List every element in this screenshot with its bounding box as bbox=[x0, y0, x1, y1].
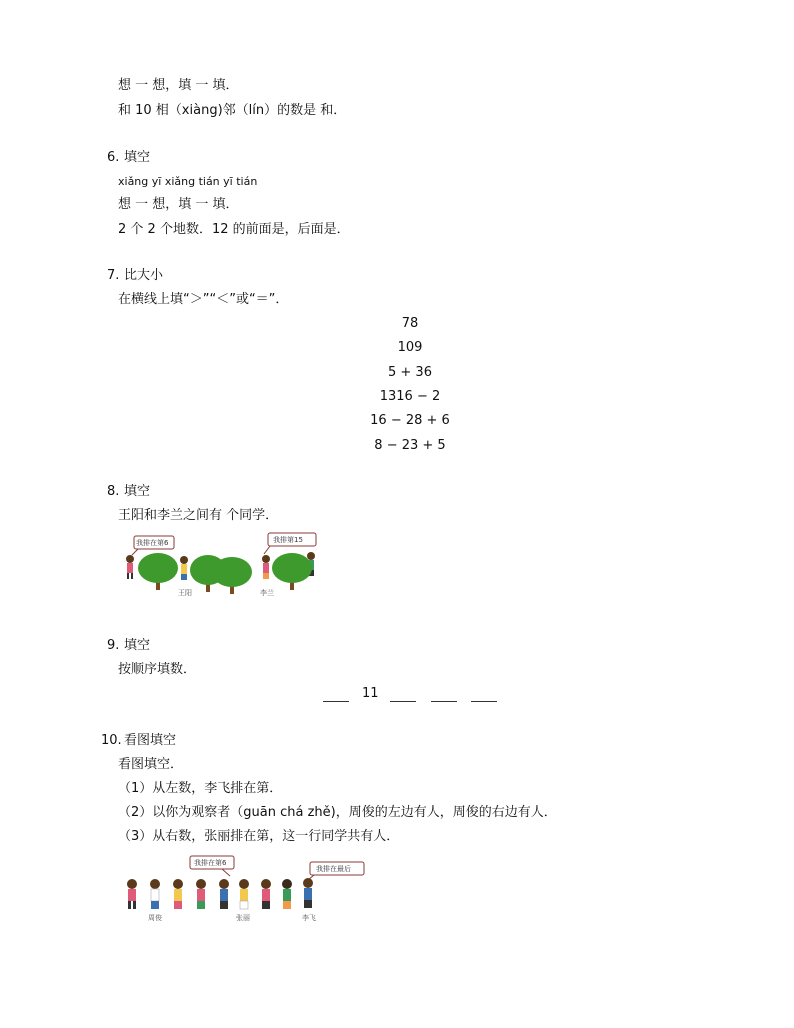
q10-students-figure bbox=[118, 852, 368, 926]
q10-label-a: 周俊 bbox=[148, 914, 162, 922]
q9-line1: 按顺序填数． bbox=[118, 662, 197, 677]
q7-item-5: 16 − 28 + 6 bbox=[370, 413, 450, 428]
q8-bubble-left: 我排在第6 bbox=[136, 539, 169, 547]
q10-line2: （2）以你为观察者（guān chá zhě)，周俊的左边有人，周俊的右边有人． bbox=[118, 805, 557, 820]
q9-blank-4[interactable] bbox=[471, 701, 497, 702]
q6-title: 填空 bbox=[124, 150, 151, 165]
q8-number: 8. bbox=[107, 484, 120, 499]
q7-title: 比大小 bbox=[124, 268, 164, 283]
q8-label-right: 李兰 bbox=[260, 589, 274, 597]
q9-blank-1[interactable] bbox=[323, 701, 349, 702]
q8-title: 填空 bbox=[124, 484, 151, 499]
q9-blank-3[interactable] bbox=[431, 701, 457, 702]
q5-line2: 和 10 相（xiàng)邻（lín）的数是 和． bbox=[118, 103, 347, 118]
q6-line1: 想 一 想，填 一 填． bbox=[118, 197, 239, 212]
q8-label-left: 王阳 bbox=[178, 589, 192, 597]
q8-trees-figure bbox=[118, 530, 328, 600]
q7-number: 7. bbox=[107, 268, 120, 283]
q10-line1: （1）从左数，李飞排在第． bbox=[118, 781, 283, 796]
q7-item-2: 109 bbox=[397, 340, 423, 355]
q10-number: 10. bbox=[101, 733, 122, 748]
q7-item-1: 78 bbox=[401, 316, 419, 331]
q10-bubble-right: 我排在最后 bbox=[316, 865, 351, 873]
q6-pinyin: xiǎng yī xiǎng tián yī tián bbox=[118, 175, 258, 188]
q6-line2: 2 个 2 个地数．12 的前面是，后面是． bbox=[118, 222, 350, 237]
q10-line0: 看图填空． bbox=[118, 757, 184, 772]
q9-number: 9. bbox=[107, 638, 120, 653]
q7-item-4: 1316 − 2 bbox=[379, 389, 441, 404]
q5-line1: 想 一 想，填 一 填． bbox=[118, 78, 239, 93]
q10-line3: （3）从右数，张丽排在第，这一行同学共有人． bbox=[118, 829, 400, 844]
q9-blank-2[interactable] bbox=[390, 701, 416, 702]
q10-label-c: 李飞 bbox=[302, 914, 316, 922]
q10-bubble-mid: 我排在第6 bbox=[194, 859, 227, 867]
q9-title: 填空 bbox=[124, 638, 151, 653]
q7-item-3: 5 + 36 bbox=[388, 365, 432, 380]
q8-line1: 王阳和李兰之间有 个同学． bbox=[118, 508, 279, 523]
q7-item-6: 8 − 23 + 5 bbox=[374, 438, 446, 453]
q10-title: 看图填空 bbox=[124, 733, 177, 748]
q8-bubble-right: 我排第15 bbox=[273, 536, 303, 544]
q9-given-number: 11 bbox=[362, 686, 379, 701]
q7-instruction: 在横线上填“＞”“＜”或“＝”． bbox=[118, 292, 289, 307]
q10-label-b: 张丽 bbox=[236, 914, 250, 922]
q6-number: 6. bbox=[107, 150, 120, 165]
